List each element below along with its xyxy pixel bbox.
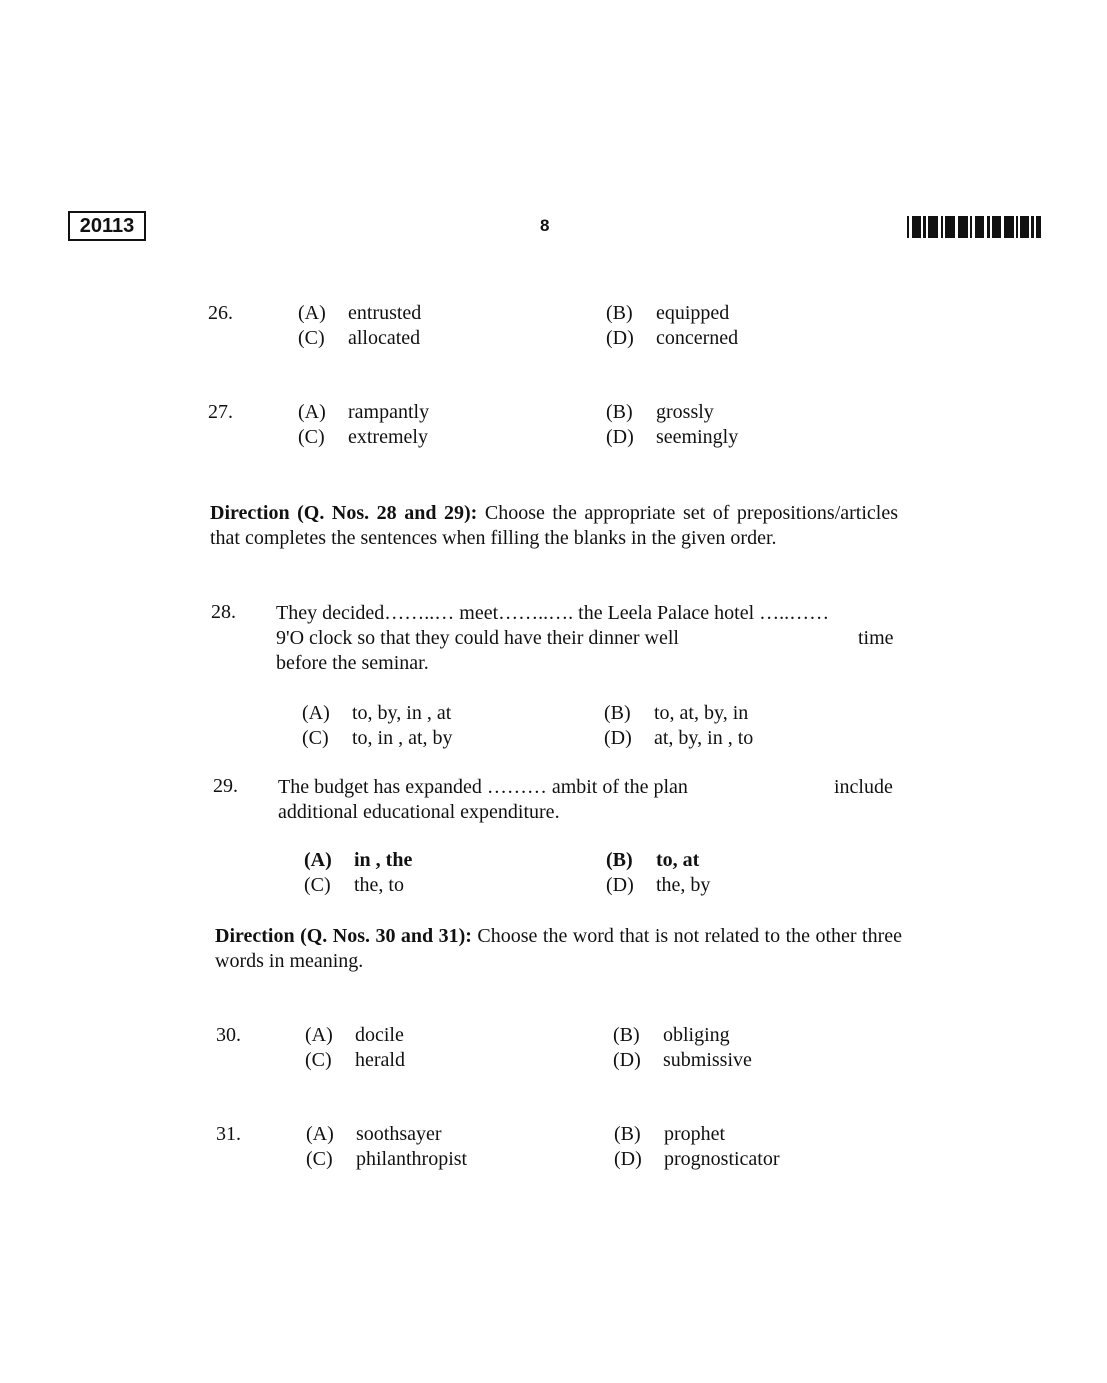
page-number: 8 [540, 216, 550, 235]
question-number: 26. [208, 302, 233, 324]
direction-q28-29: Direction (Q. Nos. 28 and 29): Choose the appropriate set of prepositions/articles that completes the sentences when filling the blanks in the given order. [210, 502, 898, 549]
question-number: 27. [208, 401, 233, 423]
question-number: 29. [213, 775, 238, 797]
option-b: (B) prophet [614, 1123, 726, 1145]
option-d: (D) seemingly [606, 426, 739, 448]
option-d: (D) prognosticator [614, 1148, 780, 1170]
question-text: 9'O clock so that they could have their dinner well [276, 627, 679, 649]
option-d: (D) the, by [606, 874, 711, 896]
option-c: (C) the, to [304, 874, 404, 896]
option-a: (A) entrusted [298, 302, 422, 324]
option-a: (A) docile [305, 1024, 404, 1046]
question-number: 28. [211, 601, 236, 623]
option-b: (B) grossly [606, 401, 714, 423]
option-b: (B) to, at [606, 849, 700, 871]
option-c: (C) herald [305, 1049, 405, 1071]
question-number: 30. [216, 1024, 241, 1046]
option-b: (B) to, at, by, in [604, 702, 749, 724]
option-c: (C) philanthropist [306, 1148, 468, 1170]
option-b: (B) equipped [606, 302, 730, 324]
option-a: (A) in , the [304, 849, 413, 871]
option-a: (A) to, by, in , at [302, 702, 452, 724]
option-c: (C) extremely [298, 426, 428, 448]
option-a: (A) soothsayer [306, 1123, 442, 1145]
barcode-graphic [907, 216, 1041, 238]
question-text: time [858, 627, 894, 649]
question-text: before the seminar. [276, 652, 429, 674]
question-text: include [834, 776, 893, 798]
option-c: (C) to, in , at, by [302, 727, 453, 749]
question-text: The budget has expanded ……… ambit of the plan [278, 776, 688, 798]
option-d: (D) concerned [606, 327, 739, 349]
option-b: (B) obliging [613, 1024, 730, 1046]
option-d: (D) at, by, in , to [604, 727, 754, 749]
direction-q30-31: Direction (Q. Nos. 30 and 31): Choose the word that is not related to the other three words in meaning. [215, 925, 902, 972]
paper-code-box: 20113 [68, 211, 146, 241]
option-d: (D) submissive [613, 1049, 752, 1071]
option-c: (C) allocated [298, 327, 421, 349]
option-a: (A) rampantly [298, 401, 430, 423]
question-text: additional educational expenditure. [278, 801, 560, 823]
question-text: They decided……..… meet……..…. the Leela Palace hotel …..…… [276, 602, 830, 624]
question-number: 31. [216, 1123, 241, 1145]
